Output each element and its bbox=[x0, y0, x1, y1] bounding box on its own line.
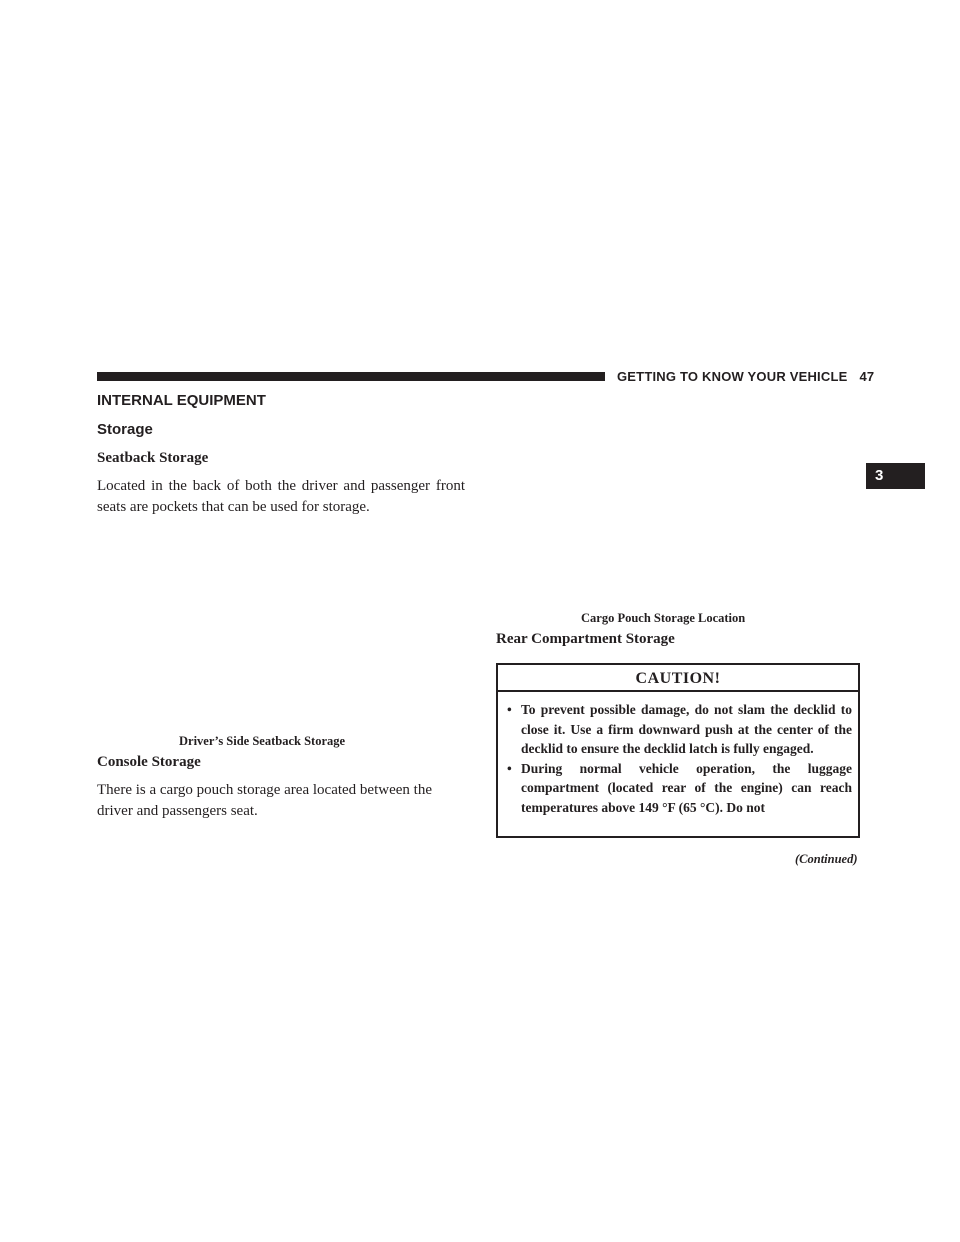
caution-list bbox=[498, 692, 858, 817]
caution-item bbox=[506, 700, 852, 759]
caution-item-text: During normal vehicle operation, the luggage compartment (located rear of the engine) can reach temperatures above 149 °F (65 °C). Do not bbox=[521, 760, 852, 815]
seatback-storage-text: Located in the back of both the driver and passenger front seats are pockets that can be used for storage. bbox=[97, 478, 465, 515]
header-section-title: GETTING TO KNOW YOUR VEHICLE bbox=[617, 369, 848, 384]
continued-note: (Continued) bbox=[795, 852, 858, 866]
subsection-title: Storage bbox=[97, 421, 153, 438]
seatback-figure-caption: Driver’s Side Seatback Storage bbox=[179, 734, 346, 748]
console-storage-heading: Console Storage bbox=[97, 754, 201, 770]
rear-compartment-heading: Rear Compartment Storage bbox=[496, 631, 675, 647]
caution-title: CAUTION! bbox=[498, 665, 858, 692]
page-number: 47 bbox=[859, 369, 875, 384]
cargo-figure-caption: Cargo Pouch Storage Location bbox=[581, 611, 746, 625]
caution-item bbox=[506, 759, 852, 818]
chapter-tab: 3 bbox=[866, 463, 925, 489]
caution-item-text: To prevent possible damage, do not slam the decklid to close it. Use a firm downward push at the center of the decklid to ensure the decklid latch is fully engaged. bbox=[521, 702, 852, 756]
caution-box bbox=[496, 663, 860, 838]
bullet-icon: • bbox=[507, 702, 512, 717]
header-rule bbox=[97, 372, 605, 381]
section-title: INTERNAL EQUIPMENT bbox=[97, 392, 266, 409]
bullet-icon: • bbox=[507, 760, 512, 776]
console-storage-text: There is a cargo pouch storage area located between the driver and passengers seat. bbox=[97, 782, 432, 819]
running-header bbox=[617, 369, 874, 384]
seatback-storage-heading: Seatback Storage bbox=[97, 450, 209, 466]
